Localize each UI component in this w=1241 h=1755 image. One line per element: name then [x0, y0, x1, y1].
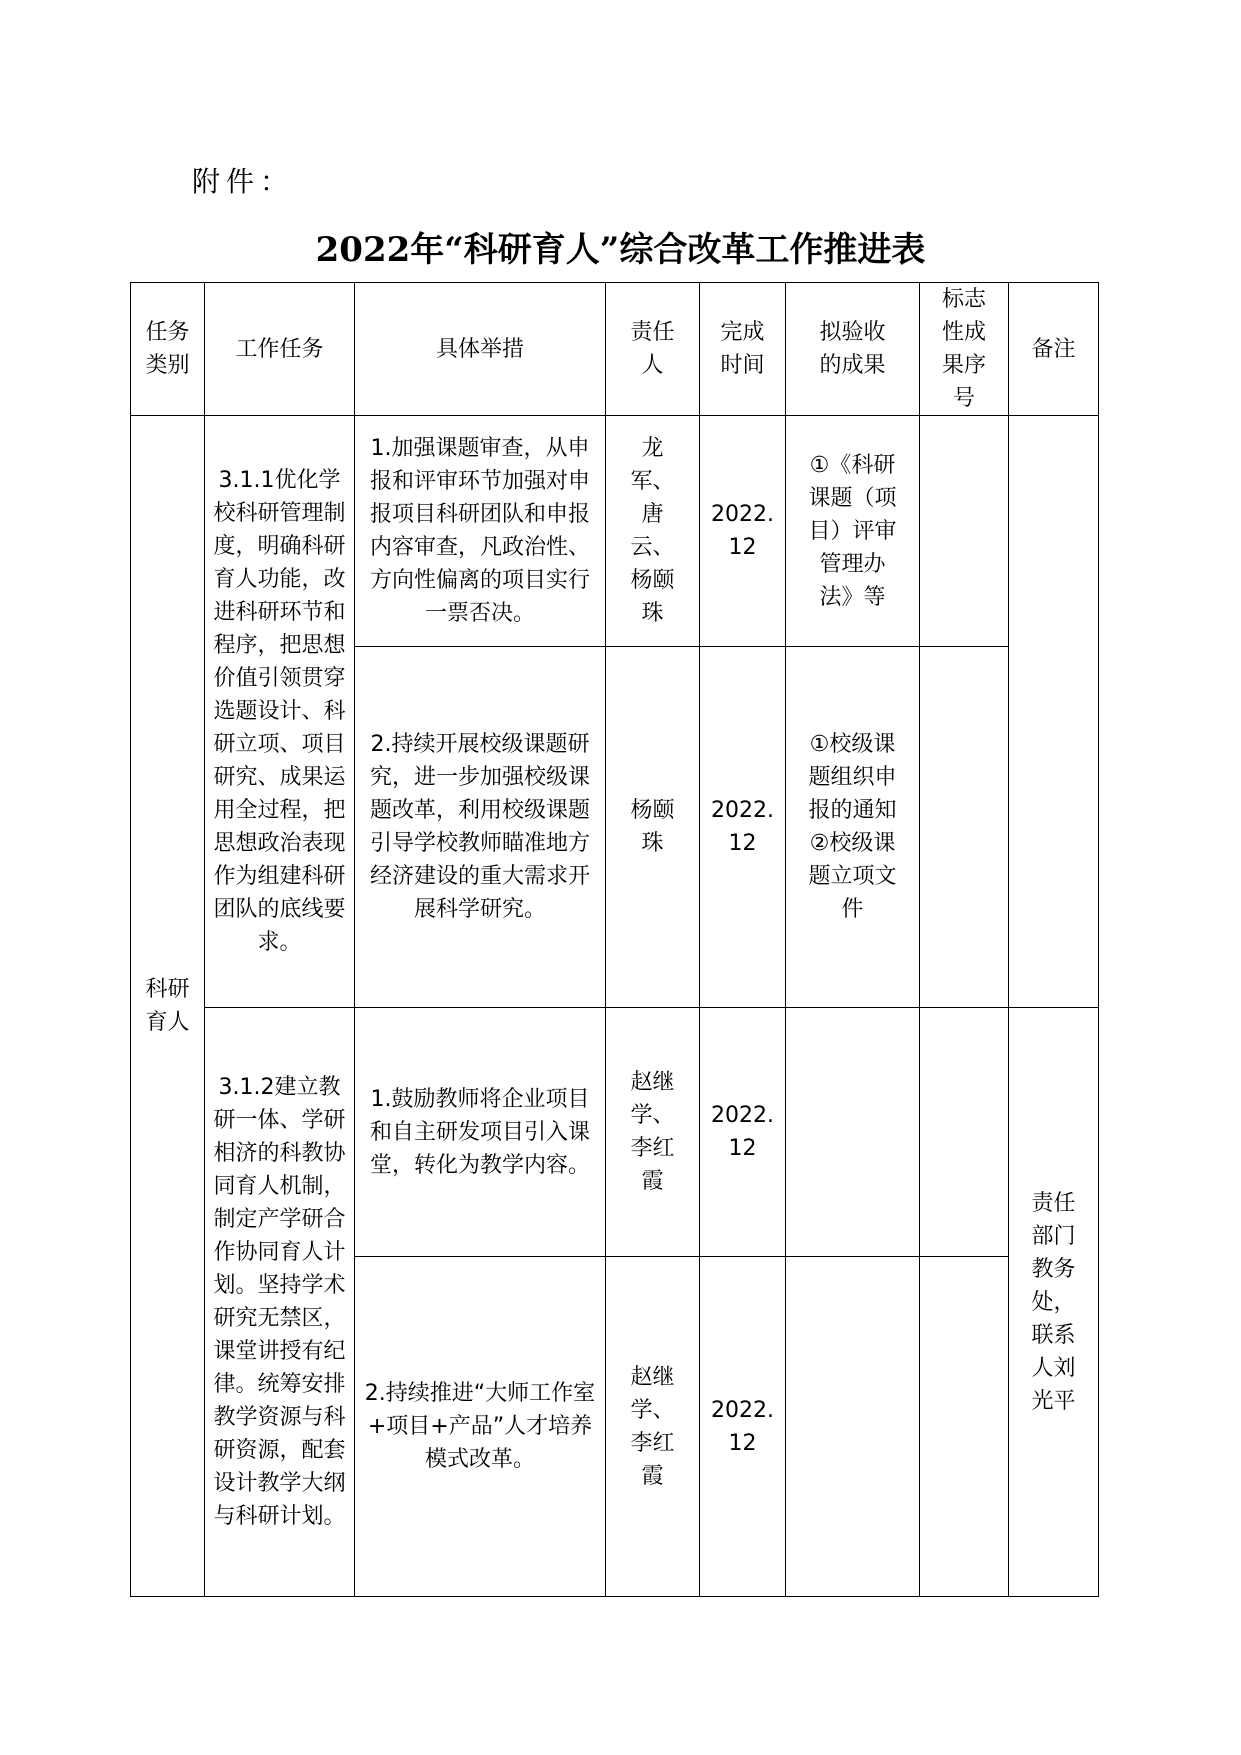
- person-cell: 赵继学、李红霞: [606, 1257, 700, 1597]
- marker-cell: [920, 416, 1009, 647]
- attachment-label: 附件：: [192, 165, 295, 198]
- header-row: [131, 283, 1099, 416]
- person-cell: 龙军、唐云、杨颐珠: [606, 416, 700, 647]
- measure-cell: 2.持续推进“大师工作室+项目+产品”人才培养模式改革。: [355, 1257, 606, 1597]
- measure-cell: 1.加强课题审查，从申报和评审环节加强对申报项目科研团队和申报内容审查，凡政治性、方向性偏离的项目实行一票否决。: [355, 416, 606, 647]
- measure-cell: 1.鼓励教师将企业项目和自主研发项目引入课堂，转化为教学内容。: [355, 1008, 606, 1257]
- marker-cell: [920, 1257, 1009, 1597]
- table-row: [131, 416, 1099, 647]
- time-cell: 2022.12: [700, 647, 786, 1008]
- header-time: 完成时间: [700, 283, 786, 416]
- task-cell: 3.1.2建立教研一体、学研相济的科教协同育人机制，制定产学研合作协同育人计划。坚持学术研究无禁区，课堂讲授有纪律。统筹安排教学资源与科研资源，配套设计教学大纲与科研计划。: [205, 1008, 355, 1597]
- header-marker: 标志性成果序号: [920, 283, 1009, 416]
- marker-cell: [920, 647, 1009, 1008]
- note-cell-bottom: 责任部门教务处，联系人刘光平: [1009, 1008, 1099, 1597]
- note-cell-top: [1009, 416, 1099, 1008]
- header-person: 责任人: [606, 283, 700, 416]
- result-cell: [786, 1257, 920, 1597]
- marker-cell: [920, 1008, 1009, 1257]
- header-task: 工作任务: [205, 283, 355, 416]
- page-title: 2022年“科研育人”综合改革工作推进表: [315, 230, 926, 270]
- header-result: 拟验收的成果: [786, 283, 920, 416]
- result-cell: ①校级课题组织申报的通知②校级课题立项文件: [786, 647, 920, 1008]
- time-cell: 2022.12: [700, 1008, 786, 1257]
- header-measure: 具体举措: [355, 283, 606, 416]
- table-row: [131, 1008, 1099, 1257]
- plan-table: [130, 282, 1099, 1597]
- task-cell: 3.1.1优化学校科研管理制度，明确科研育人功能，改进科研环节和程序，把思想价值引领贯穿选题设计、科研立项、项目研究、成果运用全过程，把思想政治表现作为组建科研团队的底线要求。: [205, 416, 355, 1008]
- person-cell: 杨颐珠: [606, 647, 700, 1008]
- header-note: 备注: [1009, 283, 1099, 416]
- header-category: 任务类别: [131, 283, 205, 416]
- person-cell: 赵继学、李红霞: [606, 1008, 700, 1257]
- time-cell: 2022.12: [700, 416, 786, 647]
- measure-cell: 2.持续开展校级课题研究，进一步加强校级课题改革，利用校级课题引导学校教师瞄准地方经济建设的重大需求开展科学研究。: [355, 647, 606, 1008]
- result-cell: ①《科研课题（项目）评审管理办法》等: [786, 416, 920, 647]
- time-cell: 2022.12: [700, 1257, 786, 1597]
- category-cell: 科研育人: [131, 416, 205, 1597]
- result-cell: [786, 1008, 920, 1257]
